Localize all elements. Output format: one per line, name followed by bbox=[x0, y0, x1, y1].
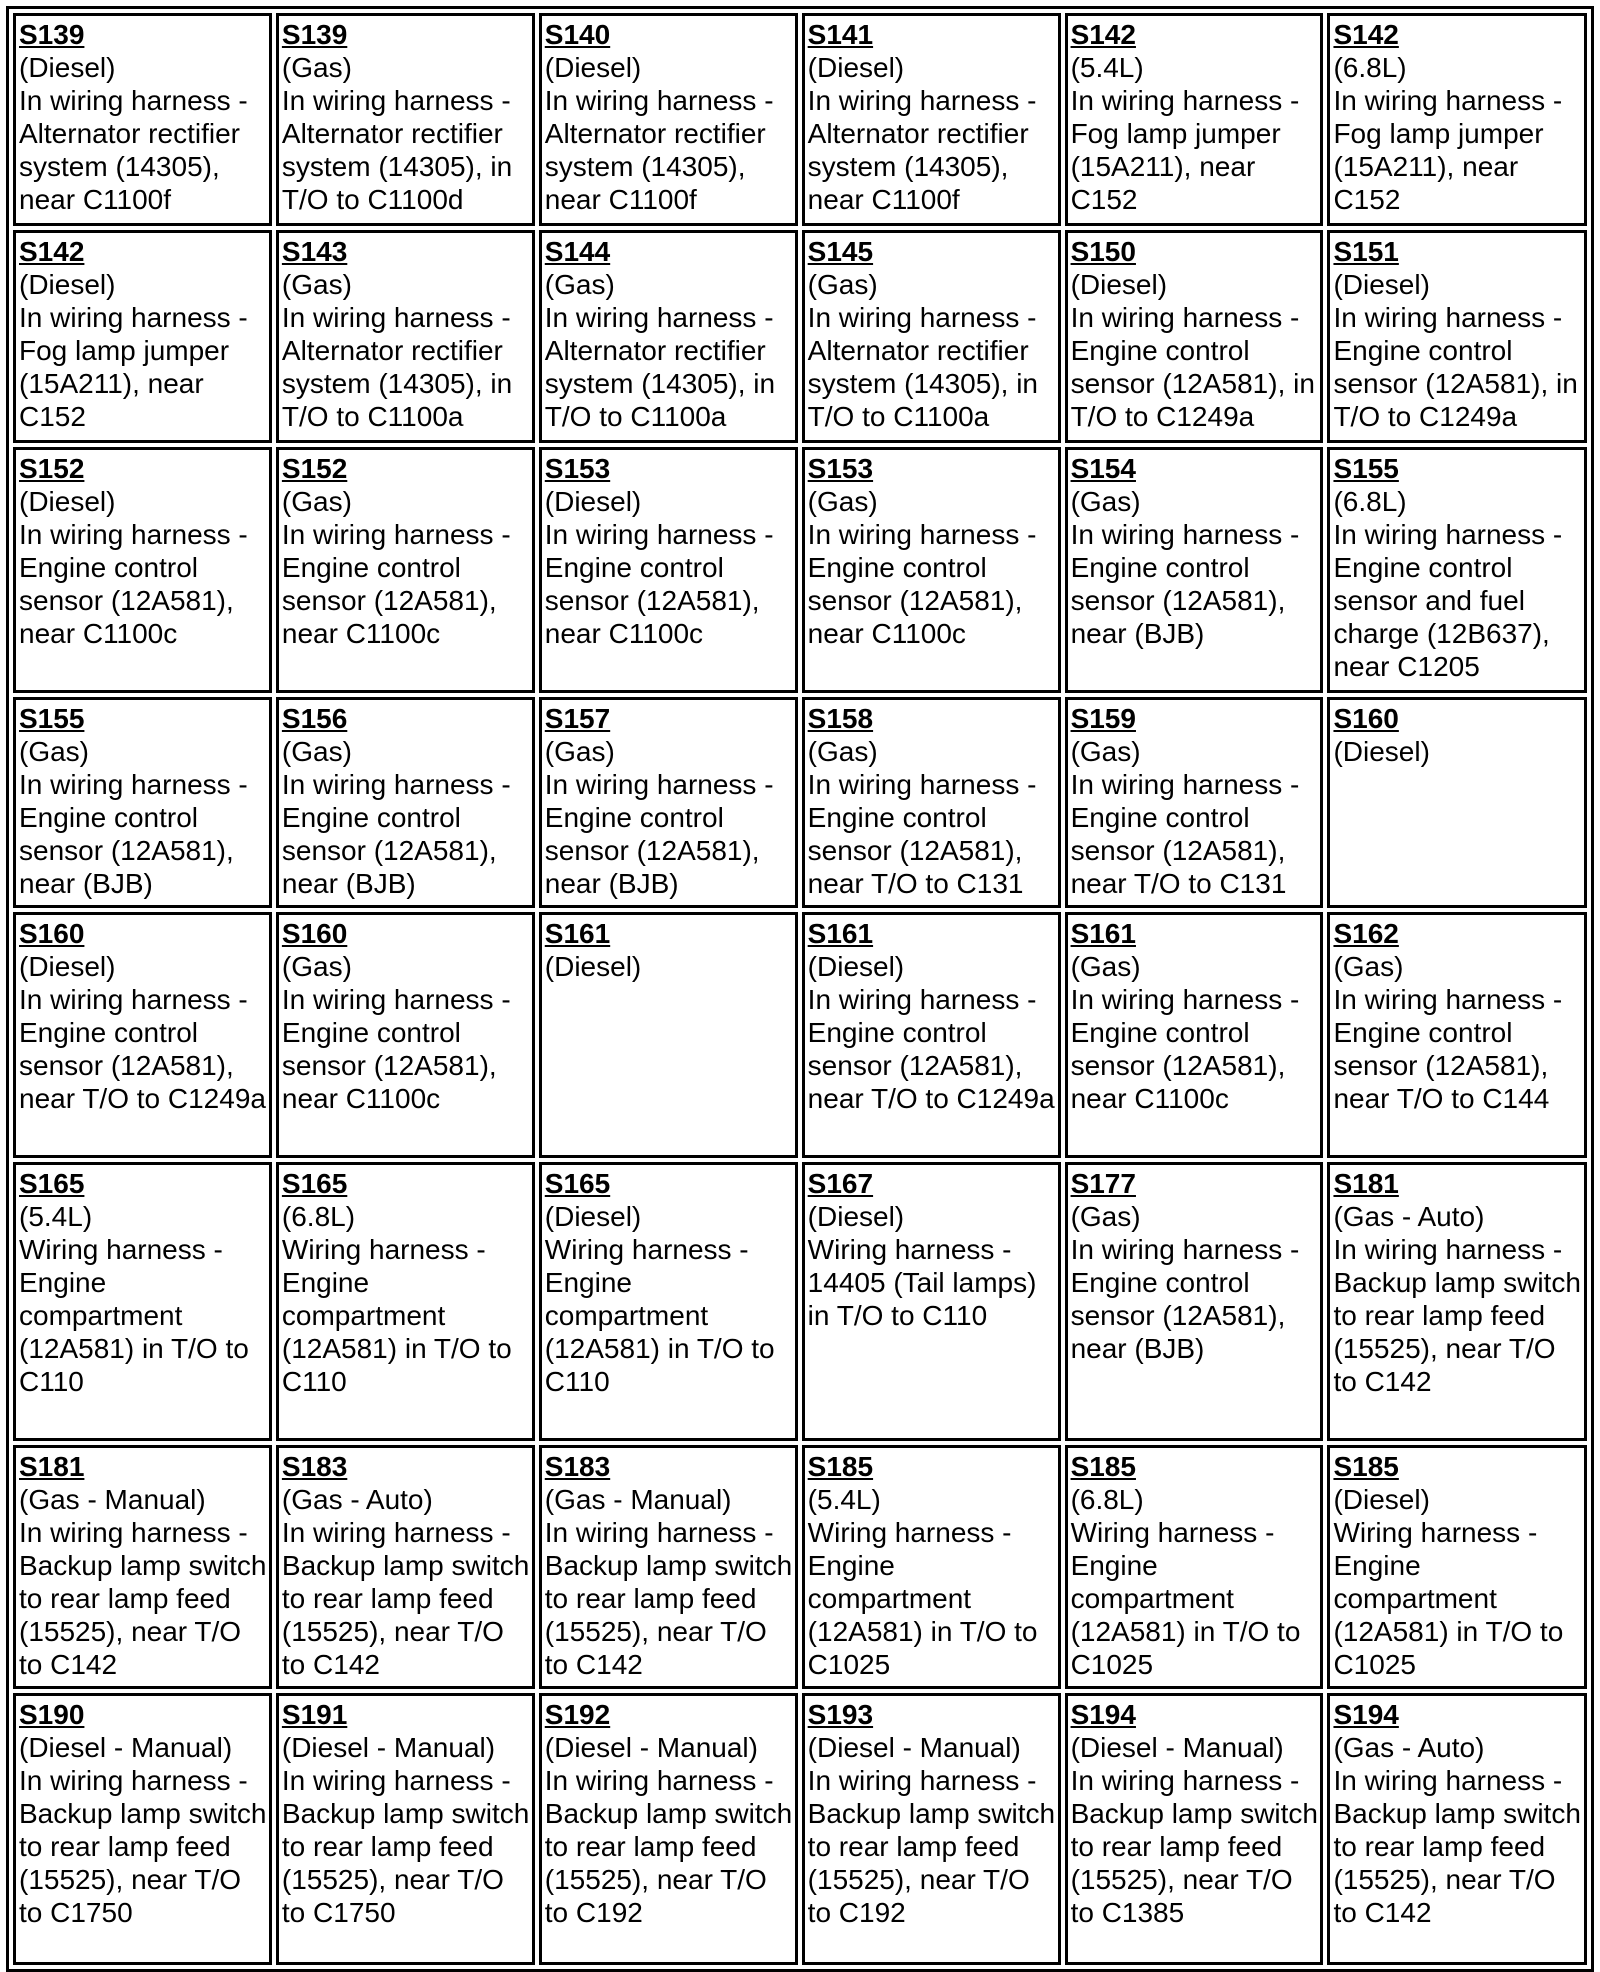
splice-code: S193 bbox=[807, 1699, 874, 1730]
splice-description: In wiring harness - Alternator rectifier system (14305), in T/O to C1100a bbox=[544, 302, 776, 432]
splice-code: S177 bbox=[1070, 1168, 1136, 1199]
splice-cell bbox=[1065, 697, 1324, 908]
splice-cell bbox=[539, 230, 798, 443]
splice-variant: (Gas - Auto) bbox=[281, 1484, 433, 1515]
table-row bbox=[13, 447, 1587, 693]
splice-code: S165 bbox=[544, 1168, 611, 1199]
splice-description: In wiring harness - Engine control sensor (12A581), near C1100c bbox=[19, 519, 248, 649]
splice-description: In wiring harness - Alternator rectifier system (14305), in T/O to C1100a bbox=[281, 302, 513, 432]
splice-variant: (Diesel) bbox=[544, 1201, 642, 1232]
splice-code: S165 bbox=[19, 1168, 85, 1199]
splice-cell bbox=[1065, 447, 1324, 693]
splice-code: S155 bbox=[1333, 453, 1399, 484]
splice-code: S185 bbox=[1070, 1451, 1136, 1482]
splice-cell bbox=[1327, 230, 1587, 443]
splice-code: S140 bbox=[544, 19, 611, 50]
splice-description: In wiring harness - Alternator rectifier system (14305), near C1100f bbox=[544, 85, 774, 215]
splice-variant: (Gas - Auto) bbox=[1333, 1201, 1485, 1232]
splice-variant: (6.8L) bbox=[1070, 1484, 1144, 1515]
splice-code: S150 bbox=[1070, 236, 1136, 267]
splice-variant: (Diesel) bbox=[1070, 269, 1168, 300]
splice-description: In wiring harness - Engine control sensor (12A581), near T/O to C144 bbox=[1333, 984, 1563, 1114]
splice-code: S153 bbox=[807, 453, 874, 484]
splice-variant: (Gas) bbox=[807, 269, 878, 300]
splice-description: In wiring harness - Engine control sensor (12A581), near T/O to C1249a bbox=[807, 984, 1055, 1114]
splice-code: S167 bbox=[807, 1168, 874, 1199]
splice-description: In wiring harness - Backup lamp switch to rear lamp feed (15525), near T/O to C192 bbox=[807, 1765, 1056, 1928]
splice-variant: (Gas) bbox=[281, 951, 352, 982]
splice-variant: (Diesel) bbox=[544, 486, 642, 517]
splice-variant: (Diesel) bbox=[19, 269, 116, 300]
splice-description: In wiring harness - Fog lamp jumper (15A211), near C152 bbox=[19, 302, 248, 432]
splice-code: S155 bbox=[19, 703, 85, 734]
splice-description: Wiring harness - Engine compartment (12A581) in T/O to C110 bbox=[544, 1234, 775, 1397]
splice-description: In wiring harness - Backup lamp switch to rear lamp feed (15525), near T/O to C142 bbox=[19, 1517, 267, 1680]
splice-cell bbox=[276, 230, 535, 443]
splice-cell bbox=[13, 1445, 272, 1689]
splice-description: Wiring harness - Engine compartment (12A581) in T/O to C1025 bbox=[1070, 1517, 1301, 1680]
splice-variant: (5.4L) bbox=[19, 1201, 93, 1232]
splice-code: S190 bbox=[19, 1699, 85, 1730]
splice-cell bbox=[276, 1162, 535, 1441]
splice-cell bbox=[13, 230, 272, 443]
splice-description: In wiring harness - Engine control sensor (12A581), in T/O to C1249a bbox=[1333, 302, 1578, 432]
splice-cell bbox=[1327, 13, 1587, 226]
splice-code: S161 bbox=[1070, 918, 1136, 949]
splice-description: In wiring harness - Backup lamp switch to rear lamp feed (15525), near T/O to C142 bbox=[544, 1517, 793, 1680]
splice-cell bbox=[539, 697, 798, 908]
splice-description: In wiring harness - Engine control sensor (12A581), near (BJB) bbox=[544, 769, 774, 899]
splice-cell bbox=[802, 1162, 1061, 1441]
splice-code: S165 bbox=[281, 1168, 348, 1199]
splice-cell bbox=[276, 697, 535, 908]
splice-cell bbox=[1065, 1162, 1324, 1441]
splice-variant: (Diesel) bbox=[544, 52, 642, 83]
splice-cell bbox=[1065, 1445, 1324, 1689]
table-row bbox=[13, 1445, 1587, 1689]
splice-code: S185 bbox=[1333, 1451, 1399, 1482]
splice-code: S194 bbox=[1333, 1699, 1399, 1730]
splice-description: In wiring harness - Engine control sensor (12A581), near C1100c bbox=[544, 519, 774, 649]
splice-variant: (Gas) bbox=[19, 736, 89, 767]
splice-variant: (Gas - Manual) bbox=[19, 1484, 206, 1515]
table-row bbox=[13, 1693, 1587, 1965]
splice-variant: (Diesel - Manual) bbox=[544, 1732, 758, 1763]
splice-description: In wiring harness - Backup lamp switch to rear lamp feed (15525), near T/O to C1750 bbox=[19, 1765, 267, 1928]
splice-description: In wiring harness - Engine control sensor (12A581), near (BJB) bbox=[281, 769, 511, 899]
splice-cell bbox=[802, 1693, 1061, 1965]
splice-code: S139 bbox=[19, 19, 85, 50]
splice-description: In wiring harness - Engine control sensor (12A581), near (BJB) bbox=[1070, 519, 1300, 649]
splice-description: In wiring harness - Backup lamp switch to rear lamp feed (15525), near T/O to C142 bbox=[1333, 1765, 1581, 1928]
splice-description: In wiring harness - Engine control sensor (12A581), near C1100c bbox=[1070, 984, 1300, 1114]
splice-variant: (Gas) bbox=[281, 52, 352, 83]
splice-variant: (Gas) bbox=[544, 736, 615, 767]
splice-cell bbox=[802, 447, 1061, 693]
splice-cell bbox=[539, 1693, 798, 1965]
splice-cell bbox=[1065, 230, 1324, 443]
splice-variant: (Gas) bbox=[544, 269, 615, 300]
splice-description: In wiring harness - Backup lamp switch to rear lamp feed (15525), near T/O to C1750 bbox=[281, 1765, 530, 1928]
splice-code: S142 bbox=[1333, 19, 1399, 50]
table-row bbox=[13, 697, 1587, 908]
splice-code: S159 bbox=[1070, 703, 1136, 734]
splice-cell bbox=[276, 13, 535, 226]
splice-variant: (Gas) bbox=[807, 486, 878, 517]
splice-code: S183 bbox=[544, 1451, 611, 1482]
splice-cell bbox=[539, 447, 798, 693]
splice-cell bbox=[1327, 1162, 1587, 1441]
table-row bbox=[13, 912, 1587, 1158]
splice-variant: (Gas) bbox=[281, 736, 352, 767]
splice-cell bbox=[1065, 912, 1324, 1158]
splice-cell bbox=[1065, 13, 1324, 226]
splice-description: In wiring harness - Engine control sensor (12A581), in T/O to C1249a bbox=[1070, 302, 1315, 432]
splice-code: S158 bbox=[807, 703, 874, 734]
splice-code: S160 bbox=[1333, 703, 1399, 734]
splice-variant: (Diesel) bbox=[19, 52, 116, 83]
splice-code: S153 bbox=[544, 453, 611, 484]
splice-cell bbox=[539, 1162, 798, 1441]
splice-description: In wiring harness - Engine control sensor (12A581), near T/O to C131 bbox=[1070, 769, 1300, 899]
splice-code: S141 bbox=[807, 19, 874, 50]
splice-cell bbox=[1327, 1445, 1587, 1689]
splice-code: S144 bbox=[544, 236, 611, 267]
splice-code: S143 bbox=[281, 236, 348, 267]
splice-variant: (6.8L) bbox=[281, 1201, 356, 1232]
splice-variant: (Diesel) bbox=[1333, 1484, 1430, 1515]
splice-cell bbox=[1327, 1693, 1587, 1965]
splice-variant: (Gas) bbox=[281, 486, 352, 517]
splice-code: S152 bbox=[19, 453, 85, 484]
splice-cell bbox=[802, 230, 1061, 443]
splice-code: S142 bbox=[19, 236, 85, 267]
splice-description: In wiring harness - Backup lamp switch to rear lamp feed (15525), near T/O to C142 bbox=[281, 1517, 530, 1680]
splice-code: S154 bbox=[1070, 453, 1136, 484]
splice-code: S183 bbox=[281, 1451, 348, 1482]
splice-description: In wiring harness - Alternator rectifier system (14305), in T/O to C1100d bbox=[281, 85, 513, 215]
splice-description: Wiring harness - Engine compartment (12A581) in T/O to C1025 bbox=[1333, 1517, 1564, 1680]
splice-description: In wiring harness - Backup lamp switch to rear lamp feed (15525), near T/O to C142 bbox=[1333, 1234, 1581, 1397]
splice-cell bbox=[539, 912, 798, 1158]
splice-cell bbox=[539, 1445, 798, 1689]
splice-variant: (Gas - Manual) bbox=[544, 1484, 732, 1515]
splice-description: In wiring harness - Engine control sensor (12A581), near (BJB) bbox=[1070, 1234, 1300, 1364]
splice-variant: (6.8L) bbox=[1333, 52, 1407, 83]
splice-cell bbox=[802, 697, 1061, 908]
splice-code: S160 bbox=[19, 918, 85, 949]
splice-description: Wiring harness - 14405 (Tail lamps) in T/O to C110 bbox=[807, 1234, 1037, 1331]
splice-variant: (5.4L) bbox=[1070, 52, 1144, 83]
splice-description: In wiring harness - Alternator rectifier system (14305), in T/O to C1100a bbox=[807, 302, 1038, 432]
splice-cell bbox=[1065, 1693, 1324, 1965]
splice-variant: (Diesel - Manual) bbox=[807, 1732, 1021, 1763]
splice-code: S192 bbox=[544, 1699, 611, 1730]
splice-variant: (5.4L) bbox=[807, 1484, 881, 1515]
splice-cell bbox=[13, 1162, 272, 1441]
splice-variant: (Gas) bbox=[1070, 736, 1141, 767]
splice-code: S194 bbox=[1070, 1699, 1136, 1730]
splice-cell bbox=[13, 1693, 272, 1965]
table-row bbox=[13, 13, 1587, 226]
splice-cell bbox=[276, 1445, 535, 1689]
splice-description: Wiring harness - Engine compartment (12A581) in T/O to C110 bbox=[19, 1234, 249, 1397]
splice-cell bbox=[802, 13, 1061, 226]
splice-variant: (Diesel - Manual) bbox=[281, 1732, 496, 1763]
splice-cell bbox=[539, 13, 798, 226]
splice-description: Wiring harness - Engine compartment (12A581) in T/O to C1025 bbox=[807, 1517, 1038, 1680]
splice-cell bbox=[276, 1693, 535, 1965]
splice-variant: (Gas) bbox=[1070, 486, 1141, 517]
splice-description: In wiring harness - Alternator rectifier system (14305), near C1100f bbox=[807, 85, 1037, 215]
splice-description: In wiring harness - Fog lamp jumper (15A211), near C152 bbox=[1333, 85, 1563, 215]
splice-code: S139 bbox=[281, 19, 348, 50]
splice-description: In wiring harness - Engine control sensor (12A581), near C1100c bbox=[281, 984, 511, 1114]
splice-variant: (Gas) bbox=[807, 736, 878, 767]
splice-code: S181 bbox=[19, 1451, 85, 1482]
splice-variant: (Diesel - Manual) bbox=[1070, 1732, 1284, 1763]
splice-code: S152 bbox=[281, 453, 348, 484]
splice-cell bbox=[802, 912, 1061, 1158]
splice-code: S157 bbox=[544, 703, 611, 734]
splice-description: In wiring harness - Backup lamp switch to rear lamp feed (15525), near T/O to C192 bbox=[544, 1765, 793, 1928]
splice-description: In wiring harness - Alternator rectifier system (14305), near C1100f bbox=[19, 85, 248, 215]
splice-variant: (Diesel) bbox=[19, 486, 116, 517]
splice-variant: (Diesel) bbox=[19, 951, 116, 982]
splice-code: S161 bbox=[807, 918, 874, 949]
table-body bbox=[13, 13, 1587, 1965]
splice-description: In wiring harness - Backup lamp switch to rear lamp feed (15525), near T/O to C1385 bbox=[1070, 1765, 1318, 1928]
splice-variant: (Gas - Auto) bbox=[1333, 1732, 1485, 1763]
splice-description: In wiring harness - Engine control sensor (12A581), near T/O to C1249a bbox=[19, 984, 266, 1114]
splice-cell bbox=[13, 13, 272, 226]
table-row bbox=[13, 230, 1587, 443]
splice-description: In wiring harness - Engine control sensor (12A581), near T/O to C131 bbox=[807, 769, 1037, 899]
splice-variant: (Gas) bbox=[1333, 951, 1404, 982]
splice-variant: (6.8L) bbox=[1333, 486, 1407, 517]
splice-code: S161 bbox=[544, 918, 611, 949]
splice-cell bbox=[276, 912, 535, 1158]
splice-code: S151 bbox=[1333, 236, 1399, 267]
splice-variant: (Diesel) bbox=[1333, 736, 1430, 767]
splice-description: In wiring harness - Engine control sensor (12A581), near C1100c bbox=[807, 519, 1037, 649]
splice-code: S162 bbox=[1333, 918, 1399, 949]
splice-code: S156 bbox=[281, 703, 348, 734]
splice-cell bbox=[276, 447, 535, 693]
splice-variant: (Diesel) bbox=[807, 52, 905, 83]
splice-variant: (Diesel) bbox=[544, 951, 642, 982]
splice-description: In wiring harness - Fog lamp jumper (15A211), near C152 bbox=[1070, 85, 1300, 215]
splice-cell bbox=[13, 697, 272, 908]
splice-code: S160 bbox=[281, 918, 348, 949]
splice-variant: (Diesel - Manual) bbox=[19, 1732, 233, 1763]
splice-code: S145 bbox=[807, 236, 874, 267]
splice-description: In wiring harness - Engine control sensor (12A581), near C1100c bbox=[281, 519, 511, 649]
splice-variant: (Diesel) bbox=[807, 951, 905, 982]
table-row bbox=[13, 1162, 1587, 1441]
splice-variant: (Gas) bbox=[1070, 1201, 1141, 1232]
splice-cell bbox=[13, 447, 272, 693]
splice-location-table bbox=[6, 6, 1594, 1972]
splice-variant: (Diesel) bbox=[1333, 269, 1430, 300]
splice-variant: (Gas) bbox=[281, 269, 352, 300]
splice-cell bbox=[802, 1445, 1061, 1689]
splice-description: Wiring harness - Engine compartment (12A581) in T/O to C110 bbox=[281, 1234, 512, 1397]
splice-code: S181 bbox=[1333, 1168, 1399, 1199]
splice-code: S142 bbox=[1070, 19, 1136, 50]
splice-cell bbox=[1327, 912, 1587, 1158]
splice-description: In wiring harness - Engine control sensor (12A581), near (BJB) bbox=[19, 769, 248, 899]
splice-variant: (Diesel) bbox=[807, 1201, 905, 1232]
splice-variant: (Gas) bbox=[1070, 951, 1141, 982]
splice-code: S185 bbox=[807, 1451, 874, 1482]
splice-description: In wiring harness - Engine control sensor and fuel charge (12B637), near C1205 bbox=[1333, 519, 1563, 682]
splice-cell bbox=[1327, 697, 1587, 908]
splice-cell bbox=[13, 912, 272, 1158]
splice-cell bbox=[1327, 447, 1587, 693]
splice-code: S191 bbox=[281, 1699, 348, 1730]
